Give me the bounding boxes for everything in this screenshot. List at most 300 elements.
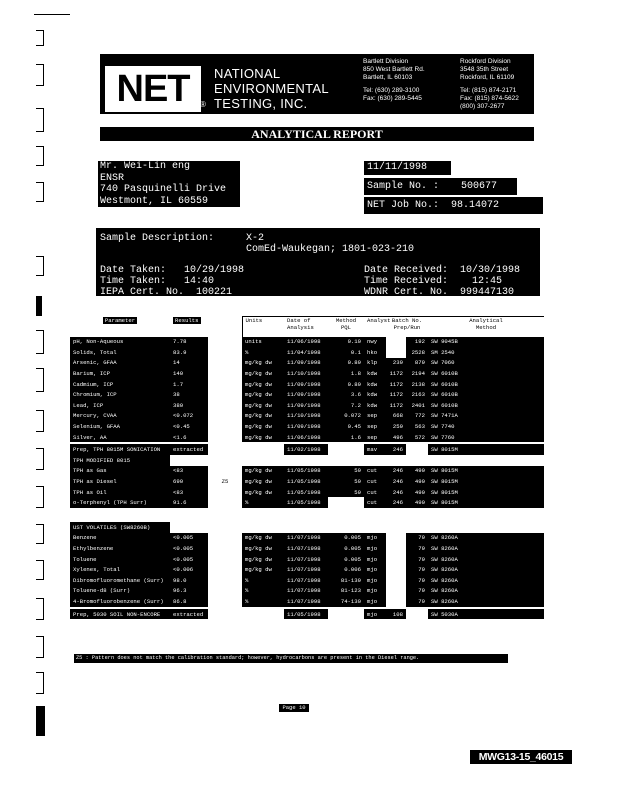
cell-parameter: Benzene — [70, 533, 170, 544]
table-row — [70, 497, 544, 508]
date-received-label: Date Received: — [364, 265, 449, 276]
cell-batch-run: 2401 — [406, 400, 428, 411]
client-street: 740 Pasquinelli Drive — [100, 184, 227, 195]
punch-mark — [36, 706, 45, 736]
cell-flag — [208, 421, 242, 432]
cell-method: SW 7740 — [428, 421, 544, 432]
cell-flag — [208, 596, 242, 608]
cell-result: <0.005 — [170, 543, 208, 554]
table-row — [70, 554, 544, 565]
table-row — [70, 586, 544, 597]
punch-mark — [36, 560, 44, 580]
cell-result: <83 — [170, 466, 208, 477]
sample-desc-id: X-2 — [246, 233, 265, 244]
table-row — [70, 421, 544, 432]
address-line: Rockford Division — [460, 58, 511, 65]
cell-result: <0.006 — [170, 564, 208, 575]
cell-analyst: mjo — [364, 586, 386, 597]
cell-pql — [328, 522, 364, 533]
cell-result: 38 — [170, 389, 208, 400]
cell-date: 11/09/1998 — [284, 389, 328, 400]
cell-result: 98.0 — [170, 575, 208, 586]
cell-units: mg/kg dw — [242, 466, 284, 477]
cell-analyst: mjo — [364, 543, 386, 554]
cell-batch-run: 79 — [406, 596, 428, 608]
cell-parameter: Toluene-d8 (Surr) — [70, 586, 170, 597]
punch-mark — [36, 448, 44, 470]
company-name-line: TESTING, INC. — [214, 96, 308, 111]
punch-mark — [36, 64, 44, 86]
punch-mark — [36, 30, 44, 46]
cell-batch-prep: 1172 — [386, 400, 406, 411]
cell-pql: 81-123 — [328, 586, 364, 597]
cell-batch-prep: 1172 — [386, 389, 406, 400]
cell-analyst: sep — [364, 432, 386, 444]
table-row — [70, 575, 544, 586]
table-row — [70, 368, 544, 379]
cell-result: 91.6 — [170, 497, 208, 508]
cell-flag — [208, 443, 242, 455]
cell-flag — [208, 466, 242, 477]
table-row — [70, 400, 544, 411]
logo-box — [105, 66, 201, 112]
document-stamp: MWG13-15_46015 — [470, 750, 572, 764]
cell-parameter: Dibromofluoromethane (Surr) — [70, 575, 170, 586]
cell-pql: 0.89 — [328, 358, 364, 369]
cell-pql: 59 — [328, 466, 364, 477]
table-row — [70, 522, 544, 533]
page-number: Page 10 — [279, 704, 309, 712]
cell-date: 11/04/1998 — [284, 347, 328, 358]
cell-batch-prep — [386, 596, 406, 608]
cell-method: SW 7760 — [428, 432, 544, 444]
cell-batch-run: 2138 — [406, 379, 428, 390]
cell-result: <0.072 — [170, 411, 208, 422]
header-label: Parameter — [104, 316, 136, 324]
cell-batch-prep: 496 — [386, 432, 406, 444]
cell-date: 11/06/1998 — [284, 337, 328, 348]
table-row — [70, 389, 544, 400]
cell-result: 380 — [170, 400, 208, 411]
cell-analyst: mjo — [364, 564, 386, 575]
cell-parameter: Lead, ICP — [70, 400, 170, 411]
header-label: Analysis — [287, 324, 314, 331]
col-header-date — [284, 317, 328, 337]
cell-pql — [328, 497, 364, 508]
results-table — [70, 316, 544, 619]
table-row — [70, 564, 544, 575]
cell-batch-prep — [386, 347, 406, 358]
punch-mark — [36, 636, 44, 658]
cell-batch-run: 79 — [406, 533, 428, 544]
wdnr-cert: 999447130 — [460, 287, 515, 298]
cell-flag — [208, 522, 242, 533]
punch-mark — [36, 330, 44, 354]
cell-method: SW 8015M — [428, 487, 544, 498]
table-row — [70, 347, 544, 358]
cell-result: 1.7 — [170, 379, 208, 390]
cell-date: 11/05/1998 — [284, 608, 328, 620]
rockford-address — [460, 58, 519, 111]
cell-units: % — [242, 575, 284, 586]
sample-no-label: Sample No. : — [367, 181, 440, 192]
col-header-parameter — [70, 317, 170, 337]
cell-batch-prep: 246 — [386, 466, 406, 477]
cell-parameter: Prep, 5030 SOIL NON-ENCORE — [70, 608, 170, 620]
cell-pql: 3.6 — [328, 389, 364, 400]
cell-parameter: TPH MODIFIED 8015 — [70, 455, 170, 466]
cell-units: mg/kg dw — [242, 379, 284, 390]
cell-pql: 0.45 — [328, 421, 364, 432]
cell-parameter: Toluene — [70, 554, 170, 565]
cell-pql: 81-139 — [328, 575, 364, 586]
cell-method: SW 8260A — [428, 586, 544, 597]
cell-analyst: kdw — [364, 400, 386, 411]
cell-method: SW 8015M — [428, 443, 544, 455]
cell-analyst: cut — [364, 497, 386, 508]
address-line: Fax: (815) 874-5622 — [460, 95, 519, 102]
cell-flag — [208, 347, 242, 358]
header-label: Prep/Run — [393, 324, 421, 331]
cell-batch-run: 490 — [406, 497, 428, 508]
cell-batch-run — [406, 522, 428, 533]
cell-batch-prep — [386, 543, 406, 554]
date-received: 10/30/1998 — [460, 265, 521, 276]
cell-result: 7.78 — [170, 337, 208, 348]
client-city: Westmont, IL 60559 — [100, 195, 209, 207]
punch-mark — [36, 296, 42, 316]
cell-batch-run — [406, 608, 428, 620]
cell-parameter: o-Terphenyl (TPH Surr) — [70, 497, 170, 508]
col-header-analyst: Analyst — [364, 317, 386, 337]
cell-parameter: Solids, Total — [70, 347, 170, 358]
cell-date: 11/05/1998 — [284, 476, 328, 487]
cell-pql: 74-130 — [328, 596, 364, 608]
cell-batch-run: 79 — [406, 554, 428, 565]
cell-analyst: cut — [364, 476, 386, 487]
table-row — [70, 432, 544, 444]
cell-batch-run: 2163 — [406, 389, 428, 400]
cell-parameter: Barium, ICP — [70, 368, 170, 379]
cell-analyst: kdw — [364, 379, 386, 390]
cell-pql: 7.2 — [328, 400, 364, 411]
punch-mark — [36, 410, 44, 432]
date-taken: 10/29/1998 — [184, 265, 245, 276]
cell-parameter: UST VOLATILES (SW8260B) — [70, 522, 170, 533]
sample-desc-site: ComEd-Waukegan; 1801-023-210 — [246, 244, 415, 255]
cell-batch-prep: 246 — [386, 443, 406, 455]
cell-method: SM 2540 — [428, 347, 544, 358]
job-no-row — [364, 197, 543, 214]
cell-date: 11/07/1998 — [284, 533, 328, 544]
cell-pql: 0.005 — [328, 533, 364, 544]
col-header-pql — [328, 317, 364, 337]
cell-result: 96.3 — [170, 586, 208, 597]
cell-flag — [208, 337, 242, 348]
sample-no: 500677 — [461, 181, 498, 192]
cell-batch-prep: 668 — [386, 411, 406, 422]
header-label: PQL — [340, 324, 352, 331]
col-header-batch — [386, 317, 428, 337]
address-line: 3548 35th Street — [460, 66, 509, 73]
punch-mark — [36, 108, 44, 132]
bartlett-address — [363, 58, 425, 103]
table-row — [70, 487, 544, 498]
table-row — [70, 411, 544, 422]
address-line: Fax: (630) 289-5445 — [363, 95, 422, 102]
cell-units: mg/kg dw — [242, 543, 284, 554]
cell-batch-prep: 239 — [386, 358, 406, 369]
cell-result: <0.005 — [170, 533, 208, 544]
cell-method: SW 7471A — [428, 411, 544, 422]
time-taken: 14:40 — [184, 276, 215, 287]
cell-units: mg/kg dw — [242, 533, 284, 544]
cell-pql: 59 — [328, 487, 364, 498]
header-label: Results — [175, 316, 199, 324]
iepa-cert: 100221 — [196, 287, 233, 298]
col-header-result — [170, 317, 208, 337]
cell-analyst: nwy — [364, 337, 386, 348]
cell-batch-prep: 246 — [386, 476, 406, 487]
cell-date: 11/02/1998 — [284, 443, 328, 455]
cell-analyst: mjo — [364, 533, 386, 544]
cell-units: mg/kg dw — [242, 564, 284, 575]
header-label: Date of — [287, 317, 311, 324]
cell-method — [428, 455, 544, 466]
cell-result: extracted — [170, 443, 208, 455]
cell-flag — [208, 400, 242, 411]
cell-analyst: mav — [364, 443, 386, 455]
cell-analyst: sep — [364, 411, 386, 422]
header-label: Batch No. — [391, 317, 423, 324]
punch-mark — [36, 486, 44, 508]
cell-date: 11/09/1998 — [284, 421, 328, 432]
punch-mark — [36, 256, 44, 276]
cell-pql: 1.6 — [328, 432, 364, 444]
cell-units: mg/kg dw — [242, 358, 284, 369]
cell-units: mg/kg dw — [242, 389, 284, 400]
cell-parameter: Cadmium, ICP — [70, 379, 170, 390]
cell-pql: 1.8 — [328, 368, 364, 379]
cell-units: % — [242, 347, 284, 358]
table-row — [70, 543, 544, 554]
cell-method: SW 8260A — [428, 543, 544, 554]
cell-batch-run: 490 — [406, 466, 428, 477]
cell-batch-run: 490 — [406, 487, 428, 498]
client-address — [98, 161, 240, 207]
punch-mark — [36, 146, 44, 166]
cell-method — [428, 522, 544, 533]
results-grid — [70, 316, 544, 619]
cell-batch-run: 2528 — [406, 347, 428, 358]
cell-result: 83.9 — [170, 347, 208, 358]
registered-mark: ® — [200, 100, 206, 109]
iepa-label: IEPA Cert. No. — [100, 287, 185, 298]
logo-mark: NET — [116, 67, 190, 110]
cell-batch-prep — [386, 575, 406, 586]
cell-units: % — [242, 497, 284, 508]
cell-method: SW 8260A — [428, 533, 544, 544]
address-line: Tel: (815) 874-2171 — [460, 87, 517, 94]
cell-date: 11/07/1998 — [284, 575, 328, 586]
cell-method: SW 6010B — [428, 400, 544, 411]
cell-batch-run — [406, 443, 428, 455]
cell-flag — [208, 455, 242, 466]
cell-batch-run: 79 — [406, 575, 428, 586]
time-taken-label: Time Taken: — [100, 276, 167, 287]
cell-method: SW 8260A — [428, 575, 544, 586]
client-name: Mr. Wei-Lin eng — [100, 161, 191, 172]
punch-mark — [36, 598, 44, 620]
cell-date — [284, 455, 328, 466]
cell-result: 690 — [170, 476, 208, 487]
cell-units: mg/kg dw — [242, 432, 284, 444]
cell-parameter: Arsenic, GFAA — [70, 358, 170, 369]
cell-flag — [208, 368, 242, 379]
cell-pql: 0.072 — [328, 411, 364, 422]
date-taken-row — [100, 265, 244, 298]
table-row — [70, 608, 544, 620]
cell-date: 11/07/1998 — [284, 564, 328, 575]
cell-batch-prep — [386, 554, 406, 565]
cell-pql — [328, 443, 364, 455]
cell-flag — [208, 432, 242, 444]
cell-batch-prep — [386, 586, 406, 597]
address-line: Rockford, IL 61109 — [460, 74, 515, 81]
cell-units: mg/kg dw — [242, 368, 284, 379]
cell-flag — [208, 379, 242, 390]
cell-parameter: TPH as Diesel — [70, 476, 170, 487]
cell-date: 11/07/1998 — [284, 554, 328, 565]
cell-analyst: sep — [364, 421, 386, 432]
report-date: 11/11/1998 — [364, 161, 451, 175]
cell-analyst: cut — [364, 466, 386, 477]
cell-result: 14 — [170, 358, 208, 369]
cell-date: 11/05/1998 — [284, 497, 328, 508]
cell-units: units — [242, 337, 284, 348]
cell-analyst: klp — [364, 358, 386, 369]
cell-pql — [328, 455, 364, 466]
col-header-units: Units — [242, 317, 284, 337]
cell-parameter: TPH as Gas — [70, 466, 170, 477]
cell-units — [242, 443, 284, 455]
address-line: Tel: (630) 289-3100 — [363, 87, 420, 94]
cell-method: SW 5030A — [428, 608, 544, 620]
cell-date: 11/09/1998 — [284, 400, 328, 411]
cell-batch-run: 192 — [406, 337, 428, 348]
cell-method: SW 9045B — [428, 337, 544, 348]
cell-units: mg/kg dw — [242, 421, 284, 432]
cell-flag — [208, 564, 242, 575]
table-row — [70, 596, 544, 608]
cell-result: <1.6 — [170, 432, 208, 444]
cell-units: % — [242, 586, 284, 597]
cell-method: SW 8260A — [428, 554, 544, 565]
address-line: Bartlett, IL 60103 — [363, 74, 413, 81]
cell-batch-run: 490 — [406, 476, 428, 487]
table-row — [70, 533, 544, 544]
cell-date: 11/10/1998 — [284, 411, 328, 422]
date-taken-label: Date Taken: — [100, 265, 167, 276]
cell-batch-prep — [386, 564, 406, 575]
cell-batch-run: 772 — [406, 411, 428, 422]
cell-batch-run: 2194 — [406, 368, 428, 379]
cell-result: 140 — [170, 368, 208, 379]
cell-batch-run: 79 — [406, 543, 428, 554]
cell-method: SW 8015M — [428, 476, 544, 487]
cell-date: 11/07/1998 — [284, 596, 328, 608]
cell-analyst: mjo — [364, 608, 386, 620]
cell-batch-prep: 259 — [386, 421, 406, 432]
cell-parameter: 4-Bromofluorobenzene (Surr) — [70, 596, 170, 608]
cell-parameter: Chromium, ICP — [70, 389, 170, 400]
cell-date: 11/07/1998 — [284, 543, 328, 554]
cell-batch-run: 79 — [406, 586, 428, 597]
address-line: (800) 307-2677 — [460, 103, 505, 110]
header-label: Method — [335, 317, 357, 324]
time-received: 12:45 — [472, 276, 503, 287]
table-row — [70, 455, 544, 466]
table-row — [70, 337, 544, 348]
cell-batch-run: 879 — [406, 358, 428, 369]
top-rule — [34, 14, 70, 15]
cell-flag — [208, 389, 242, 400]
cell-date: 11/05/1998 — [284, 487, 328, 498]
footnote: Z5 : Pattern does not match the calibration standard; however, hydrocarbons are present in the Diesel range. — [74, 654, 508, 663]
cell-analyst: mjo — [364, 575, 386, 586]
cell-flag — [208, 358, 242, 369]
cell-method: SW 8015M — [428, 466, 544, 477]
cell-units: mg/kg dw — [242, 400, 284, 411]
cell-batch-run — [406, 455, 428, 466]
cell-pql: 0.1 — [328, 347, 364, 358]
cell-pql: 0.005 — [328, 554, 364, 565]
cell-date: 11/10/1998 — [284, 368, 328, 379]
cell-method: SW 6010B — [428, 379, 544, 390]
punch-mark — [36, 182, 44, 202]
header-label: Analytical — [469, 317, 503, 324]
cell-analyst: hko — [364, 347, 386, 358]
cell-parameter: Mercury, CVAA — [70, 411, 170, 422]
cell-flag — [208, 586, 242, 597]
cell-units: % — [242, 596, 284, 608]
date-received-row — [364, 265, 520, 298]
report-title: ANALYTICAL REPORT — [100, 127, 534, 141]
cell-date: 11/09/1998 — [284, 379, 328, 390]
cell-batch-prep — [386, 533, 406, 544]
cell-units: mg/kg dw — [242, 554, 284, 565]
cell-parameter: Ethylbenzene — [70, 543, 170, 554]
cell-date: 11/09/1998 — [284, 358, 328, 369]
cell-analyst — [364, 455, 386, 466]
address-line: Bartlett Division — [363, 58, 409, 65]
cell-batch-run: 572 — [406, 432, 428, 444]
address-line: 850 West Bartlett Rd. — [363, 66, 425, 73]
cell-method: SW 6010B — [428, 368, 544, 379]
punch-mark — [36, 672, 44, 694]
cell-method: SW 8260A — [428, 596, 544, 608]
time-received-label: Time Received: — [364, 276, 449, 287]
table-row — [70, 443, 544, 455]
cell-result: <83 — [170, 487, 208, 498]
cell-pql: 0.10 — [328, 337, 364, 348]
cell-analyst — [364, 522, 386, 533]
cell-parameter: TPH as Oil — [70, 487, 170, 498]
cell-date: 11/05/1998 — [284, 466, 328, 477]
cell-method: SW 7060 — [428, 358, 544, 369]
sample-no-row — [364, 178, 517, 195]
cell-result: <0.005 — [170, 554, 208, 565]
